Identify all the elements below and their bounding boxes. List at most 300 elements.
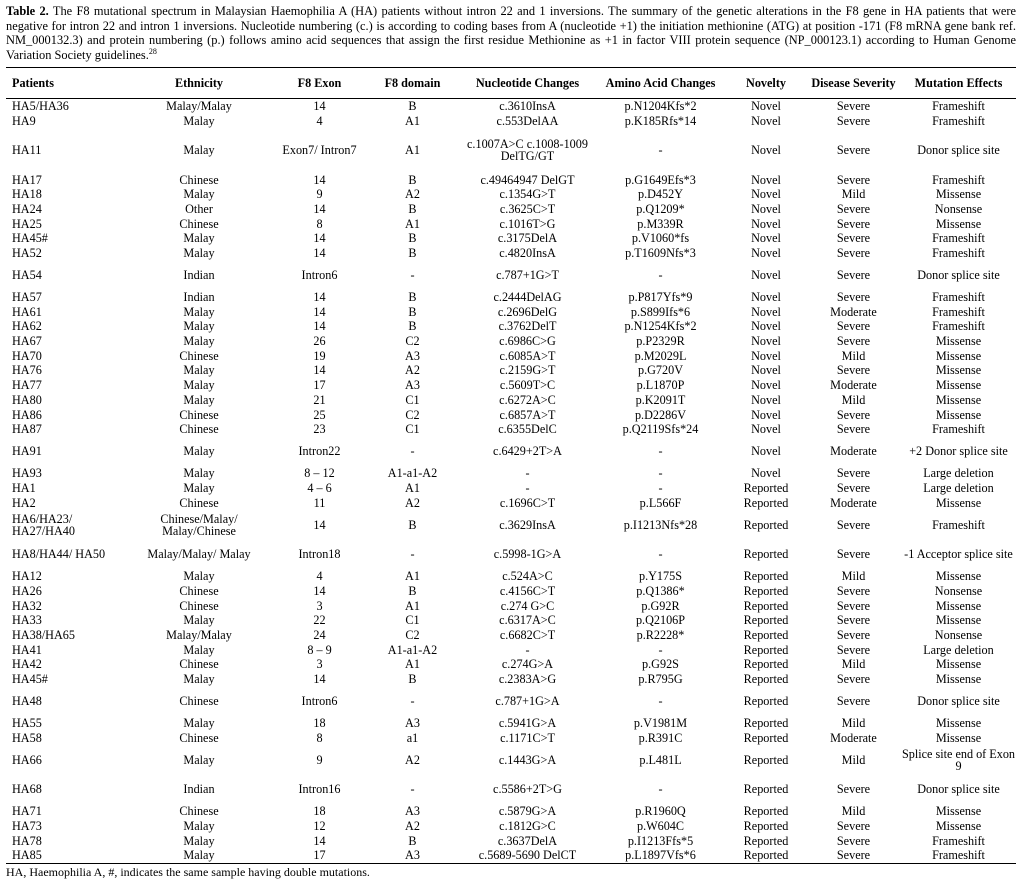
cell-effects: Nonsense <box>934 583 983 598</box>
cell-exon: 12 <box>313 818 326 833</box>
cell-amino-acid: p.R2228* <box>636 627 685 642</box>
cell-ethnicity: Chinese <box>179 407 219 422</box>
cell-ethnicity: Malay <box>183 378 215 393</box>
cell-amino-acid: p.T1609Nfs*3 <box>625 245 696 260</box>
cell-patients: HA61 <box>12 304 42 319</box>
cell-exon: 14 <box>313 583 326 598</box>
table-row <box>6 231 1016 246</box>
cell-domain: A3 <box>405 378 420 393</box>
cell-patients: HA71 <box>12 804 42 819</box>
cell-amino-acid: - <box>658 782 663 797</box>
cell-patients: HA57 <box>12 290 42 305</box>
cell-ethnicity: Malay <box>183 480 215 495</box>
cell-domain: A1 <box>405 113 420 128</box>
cell-amino-acid: - <box>658 143 663 158</box>
cell-exon: 26 <box>313 334 326 349</box>
cell-exon: 14 <box>313 245 326 260</box>
cell-novelty: Novel <box>751 392 781 407</box>
cell-ethnicity: Chinese <box>179 804 219 819</box>
cell-effects: Frameshift <box>932 319 985 334</box>
cell-domain: C1 <box>405 422 420 437</box>
cell-amino-acid: p.N1254Kfs*2 <box>624 319 697 334</box>
cell-ethnicity: Malay <box>183 304 215 319</box>
cell-novelty: Novel <box>751 348 781 363</box>
cell-amino-acid: p.D452Y <box>637 187 684 202</box>
cell-severity: Severe <box>836 693 871 708</box>
cell-severity: Mild <box>841 348 866 363</box>
cell-ethnicity: Malay <box>183 752 215 767</box>
table-row <box>6 833 1016 848</box>
cell-novelty: Reported <box>743 818 789 833</box>
cell-patients: HA24 <box>12 201 42 216</box>
cell-effects: Missense <box>935 730 982 745</box>
cell-patients: HA67 <box>12 334 42 349</box>
cell-patients: HA68 <box>12 782 42 797</box>
cell-effects: Missense <box>935 348 982 363</box>
cell-ethnicity: Chinese <box>179 583 219 598</box>
cell-novelty: Novel <box>751 378 781 393</box>
cell-severity: Severe <box>836 363 871 378</box>
cell-effects: Missense <box>935 818 982 833</box>
cell-novelty: Reported <box>743 693 789 708</box>
cell-effects: Missense <box>935 671 982 686</box>
cell-severity: Mild <box>841 804 866 819</box>
cell-exon: 4 – 6 <box>307 480 332 495</box>
cell-severity: Mild <box>841 392 866 407</box>
header-patients: Patients <box>6 68 124 99</box>
cell-ethnicity: Malay <box>183 833 215 848</box>
cell-exon: 14 <box>313 363 326 378</box>
header-amino-acid: Amino Acid Changes <box>595 68 726 99</box>
cell-severity: Mild <box>841 569 866 584</box>
cell-exon: 4 <box>316 569 323 584</box>
cell-domain: B <box>408 304 417 319</box>
cell-domain: B <box>408 583 417 598</box>
cell-severity: Mild <box>841 716 866 731</box>
cell-novelty: Reported <box>743 569 789 584</box>
cell-ethnicity: Malay <box>183 392 215 407</box>
cell-effects: Missense <box>935 804 982 819</box>
table-row <box>6 246 1016 261</box>
cell-severity: Severe <box>836 172 871 187</box>
cell-nucleotide: c.1016T>G <box>499 216 556 231</box>
cell-exon: 14 <box>313 172 326 187</box>
cell-ethnicity: Malay <box>183 818 215 833</box>
cell-domain: A3 <box>405 804 420 819</box>
cell-patients: HA87 <box>12 422 42 437</box>
cell-nucleotide: c.6682C>T <box>499 627 556 642</box>
cell-severity: Severe <box>836 517 871 532</box>
cell-domain: A2 <box>405 187 420 202</box>
cell-nucleotide: - <box>525 480 530 495</box>
cell-severity: Severe <box>836 99 871 114</box>
table-row <box>6 540 1016 569</box>
cell-severity: Severe <box>836 267 871 282</box>
cell-domain: A1-a1-A2 <box>387 642 438 657</box>
cell-exon: Exon7/ Intron7 <box>282 143 357 158</box>
cell-nucleotide: c.6355DelC <box>498 422 557 437</box>
cell-patients: HA54 <box>12 267 42 282</box>
cell-novelty: Novel <box>751 422 781 437</box>
cell-patients: HA32 <box>12 598 42 613</box>
cell-effects: Missense <box>935 378 982 393</box>
cell-patients: HA6/HA23/ HA27/HA40 <box>12 511 75 538</box>
cell-severity: Mild <box>841 657 866 672</box>
cell-domain: C2 <box>405 627 420 642</box>
cell-patients: HA25 <box>12 216 42 231</box>
table-row <box>6 187 1016 202</box>
cell-domain: - <box>410 547 415 562</box>
cell-severity: Moderate <box>830 378 877 393</box>
cell-patients: HA45# <box>12 231 48 246</box>
cell-nucleotide: c.5689-5690 DelCT <box>460 848 595 863</box>
cell-patients: HA2 <box>12 495 36 510</box>
table-caption <box>6 4 1016 64</box>
table-row <box>6 569 1016 584</box>
cell-domain: C1 <box>405 613 420 628</box>
cell-ethnicity: Chinese <box>179 598 219 613</box>
cell-effects: Missense <box>935 216 982 231</box>
cell-ethnicity: Indian <box>183 782 215 797</box>
cell-novelty: Reported <box>743 613 789 628</box>
cell-domain: C2 <box>405 407 420 422</box>
cell-novelty: Novel <box>751 245 781 260</box>
cell-novelty: Novel <box>751 143 781 158</box>
cell-exon: 11 <box>313 495 326 510</box>
cell-domain: B <box>408 517 417 532</box>
cell-patients: HA33 <box>12 613 42 628</box>
cell-ethnicity: Malay <box>183 113 215 128</box>
table-row <box>6 334 1016 349</box>
table-row <box>6 349 1016 364</box>
cell-nucleotide: c.5941G>A <box>498 716 557 731</box>
cell-domain: B <box>408 99 417 114</box>
table-row <box>6 172 1016 187</box>
cell-severity: Moderate <box>830 444 877 459</box>
cell-patients: HA12 <box>12 569 42 584</box>
cell-nucleotide: c.6085A>T <box>499 348 556 363</box>
cell-nucleotide: c.524A>C <box>502 569 553 584</box>
cell-effects: Missense <box>935 407 982 422</box>
cell-nucleotide: c.3625C>T <box>499 201 556 216</box>
cell-severity: Moderate <box>830 495 877 510</box>
cell-severity: Moderate <box>830 304 877 319</box>
table-row <box>6 510 1016 539</box>
cell-severity: Severe <box>836 782 871 797</box>
cell-effects: Frameshift <box>932 172 985 187</box>
cell-effects: Large deletion <box>923 480 994 495</box>
cell-nucleotide: c.787+1G>A <box>495 693 560 708</box>
cell-amino-acid: p.L566F <box>639 495 682 510</box>
cell-domain: A3 <box>405 348 420 363</box>
cell-nucleotide: - <box>525 642 530 657</box>
cell-novelty: Reported <box>726 848 806 863</box>
cell-nucleotide: c.1354G>T <box>499 187 556 202</box>
cell-exon: 8 – 12 <box>304 466 335 481</box>
cell-patients: HA26 <box>12 583 42 598</box>
cell-amino-acid: - <box>658 466 663 481</box>
cell-domain: C1 <box>405 392 420 407</box>
cell-severity: Severe <box>836 818 871 833</box>
cell-effects: Missense <box>935 613 982 628</box>
cell-effects: Donor splice site <box>917 267 1000 282</box>
cell-severity: Severe <box>836 143 871 158</box>
cell-exon: 14 <box>313 517 326 532</box>
cell-effects: Missense <box>935 392 982 407</box>
cell-ethnicity: Malay <box>183 334 215 349</box>
cell-novelty: Reported <box>743 730 789 745</box>
cell-nucleotide: c.274 G>C <box>500 598 555 613</box>
cell-severity: Severe <box>836 216 871 231</box>
cell-effects: Frameshift <box>932 231 985 246</box>
table-row <box>6 731 1016 746</box>
table-row <box>6 819 1016 834</box>
cell-amino-acid: p.Q1209* <box>636 201 685 216</box>
cell-amino-acid: p.K2091T <box>635 392 686 407</box>
cell-effects: Donor splice site <box>917 782 1000 797</box>
cell-nucleotide: c.1171C>T <box>500 730 555 745</box>
cell-exon: Intron18 <box>298 547 341 562</box>
table-row <box>6 99 1016 114</box>
cell-novelty: Novel <box>751 290 781 305</box>
cell-nucleotide: c.5609T>C <box>499 378 556 393</box>
cell-ethnicity: Malay <box>183 143 215 158</box>
cell-amino-acid: - <box>658 267 663 282</box>
cell-novelty: Reported <box>743 657 789 672</box>
cell-exon: 3 <box>316 657 323 672</box>
cell-nucleotide: c.2383A>G <box>498 671 557 686</box>
cell-effects: Missense <box>935 187 982 202</box>
cell-domain: A2 <box>405 495 420 510</box>
table-footnote: HA, Haemophilia A, #, indicates the same sample having double mutations. <box>6 864 370 879</box>
table-row <box>6 216 1016 231</box>
cell-severity: Mild <box>841 752 866 767</box>
cell-novelty: Novel <box>751 319 781 334</box>
cell-patients: HA66 <box>12 752 42 767</box>
cell-domain: A1 <box>405 569 420 584</box>
cell-severity: Severe <box>836 422 871 437</box>
header-effects: Mutation Effects <box>901 68 1016 99</box>
cell-severity: Severe <box>836 245 871 260</box>
cell-amino-acid: p.Q2119Sfs*24 <box>622 422 699 437</box>
cell-nucleotide: c.5998-1G>A <box>493 547 562 562</box>
cell-domain: A1-a1-A2 <box>387 466 438 481</box>
cell-exon: 14 <box>313 833 326 848</box>
cell-ethnicity: Malay/Malay <box>166 99 232 114</box>
cell-novelty: Reported <box>743 480 789 495</box>
cell-severity: Severe <box>836 290 871 305</box>
cell-amino-acid: p.G720V <box>637 363 684 378</box>
cell-ethnicity: Malay/Malay/ Malay <box>147 547 251 562</box>
cell-exon: 4 <box>316 113 323 128</box>
cell-severity: Severe <box>836 547 871 562</box>
cell-exon: Intron6 <box>301 693 338 708</box>
cell-effects: Nonsense <box>934 201 983 216</box>
cell-effects: -1 Acceptor splice site <box>904 547 1013 562</box>
cell-patients: HA70 <box>12 348 42 363</box>
cell-exon: 14 <box>313 99 326 114</box>
cell-amino-acid: p.M339R <box>637 216 684 231</box>
cell-amino-acid: p.L1870P <box>636 378 685 393</box>
cell-exon: 3 <box>316 598 323 613</box>
cell-effects: Frameshift <box>901 848 1016 863</box>
cell-patients: HA85 <box>6 848 124 863</box>
cell-severity: Severe <box>836 480 871 495</box>
cell-ethnicity: Malay <box>183 716 215 731</box>
cell-severity: Severe <box>836 231 871 246</box>
table-row <box>6 584 1016 599</box>
cell-patients: HA1 <box>12 480 36 495</box>
caption-label: Table 2. <box>6 4 49 18</box>
cell-ethnicity: Indian <box>183 290 215 305</box>
cell-novelty: Novel <box>751 99 781 114</box>
cell-domain: B <box>408 290 417 305</box>
cell-domain: B <box>408 833 417 848</box>
table-row <box>6 687 1016 716</box>
cell-novelty: Reported <box>743 627 789 642</box>
cell-amino-acid: p.L481L <box>639 752 682 767</box>
caption-text: The F8 mutational spectrum in Malaysian Haemophilia A (HA) patients without intron 22 and 1 inversions. The summary of the genetic alterations in the F8 gene in HA patients that were negative for intron 22 and intron 1 inversions. Nucleotide numbering (c.) is according to coding bases from A (nucleotide +1) the initiation methionine (ATG) at position -171 (F8 mRNA gene bank ref. NM_000132.3) and protein numbering (p.) follows amino acid sequences that assign the first residue Methionine as +1 in factor VIII protein sequence (NP_000123.1) according to Human Genome Variation Society guidelines. <box>6 4 1016 62</box>
cell-novelty: Reported <box>743 804 789 819</box>
table-row <box>6 114 1016 129</box>
cell-amino-acid: p.Q1386* <box>636 583 685 598</box>
cell-domain: B <box>408 671 417 686</box>
cell-exon: 14 <box>313 201 326 216</box>
table-row <box>6 672 1016 687</box>
cell-effects: Frameshift <box>932 833 985 848</box>
cell-patients: HA91 <box>12 444 42 459</box>
cell-nucleotide: c.2696DelG <box>497 304 558 319</box>
cell-novelty: Novel <box>751 304 781 319</box>
table-row <box>6 642 1016 657</box>
cell-domain: A1 <box>405 143 420 158</box>
cell-ethnicity: Malay <box>183 642 215 657</box>
cell-amino-acid: p.Y175S <box>638 569 682 584</box>
cell-patients: HA11 <box>12 143 42 158</box>
cell-patients: HA17 <box>12 172 42 187</box>
cell-ethnicity: Chinese <box>179 422 219 437</box>
cell-amino-acid: p.I1213Nfs*28 <box>623 517 698 532</box>
cell-severity: Severe <box>836 598 871 613</box>
cell-exon: 9 <box>316 752 323 767</box>
cell-effects: Splice site end of Exon 9 <box>901 746 1016 773</box>
cell-amino-acid: - <box>658 547 663 562</box>
cell-nucleotide: c.1812G>C <box>499 818 556 833</box>
cell-ethnicity: Malay <box>183 613 215 628</box>
cell-amino-acid: p.W604C <box>636 818 685 833</box>
cell-severity: Severe <box>806 848 901 863</box>
table-row <box>6 437 1016 466</box>
cell-domain: - <box>410 693 415 708</box>
cell-novelty: Novel <box>751 334 781 349</box>
cell-nucleotide: c.3637DelA <box>497 833 558 848</box>
cell-patients: HA8/HA44/ HA50 <box>12 547 106 562</box>
cell-novelty: Novel <box>751 407 781 422</box>
cell-ethnicity: Malay <box>183 671 215 686</box>
cell-patients: HA73 <box>12 818 42 833</box>
cell-ethnicity: Chinese <box>179 348 219 363</box>
cell-ethnicity: Chinese <box>179 172 219 187</box>
cell-novelty: Reported <box>743 583 789 598</box>
cell-ethnicity: Malay <box>183 363 215 378</box>
cell-ethnicity: Malay/Malay <box>166 627 232 642</box>
caption-reference: 28 <box>148 46 157 56</box>
cell-effects: Donor splice site <box>917 143 1000 158</box>
table-row <box>6 128 1016 172</box>
cell-novelty: Novel <box>751 113 781 128</box>
table-row <box>6 598 1016 613</box>
cell-exon: 17 <box>313 378 326 393</box>
cell-amino-acid: p.M2029L <box>634 348 687 363</box>
cell-amino-acid: p.I1213Ffs*5 <box>627 833 694 848</box>
cell-exon: 14 <box>313 231 326 246</box>
cell-ethnicity: Chinese <box>179 495 219 510</box>
cell-domain: A1 <box>405 598 420 613</box>
cell-amino-acid: - <box>658 480 663 495</box>
cell-severity: Severe <box>836 627 871 642</box>
header-novelty: Novelty <box>726 68 806 99</box>
cell-effects: Frameshift <box>932 245 985 260</box>
cell-effects: Missense <box>935 657 982 672</box>
cell-amino-acid: p.P817Yfs*9 <box>628 290 693 305</box>
table-row <box>6 319 1016 334</box>
cell-severity: Severe <box>836 613 871 628</box>
table-row <box>6 628 1016 643</box>
cell-domain: a1 <box>406 730 419 745</box>
cell-exon: 24 <box>313 627 326 642</box>
cell-ethnicity: Malay <box>183 245 215 260</box>
table-row <box>6 393 1016 408</box>
cell-amino-acid: p.V1060*fs <box>631 231 690 246</box>
cell-novelty: Novel <box>751 201 781 216</box>
cell-exon: 8 – 9 <box>307 642 332 657</box>
cell-nucleotide: - <box>525 466 530 481</box>
cell-patients: HA52 <box>12 245 42 260</box>
cell-domain: A3 <box>405 716 420 731</box>
table-row <box>6 775 1016 804</box>
cell-exon: Intron16 <box>298 782 341 797</box>
cell-severity: Severe <box>836 113 871 128</box>
table-figure <box>6 0 1016 879</box>
cell-nucleotide: c.5586+2T>G <box>493 782 562 797</box>
cell-amino-acid: p.R391C <box>638 730 683 745</box>
table-row <box>6 804 1016 819</box>
cell-amino-acid: - <box>658 444 663 459</box>
cell-exon: 18 <box>313 804 326 819</box>
cell-patients: HA48 <box>12 693 42 708</box>
cell-exon: 19 <box>313 348 326 363</box>
cell-ethnicity: Malay <box>183 569 215 584</box>
cell-exon: 14 <box>313 304 326 319</box>
cell-novelty: Novel <box>751 231 781 246</box>
cell-domain: B <box>408 172 417 187</box>
cell-effects: Frameshift <box>932 422 985 437</box>
cell-patients: HA9 <box>12 113 36 128</box>
cell-patients: HA58 <box>12 730 42 745</box>
cell-domain: A2 <box>405 363 420 378</box>
cell-severity: Mild <box>841 187 866 202</box>
cell-novelty: Reported <box>743 495 789 510</box>
cell-domain: A1 <box>405 216 420 231</box>
table-row <box>6 202 1016 217</box>
cell-exon: Intron22 <box>298 444 341 459</box>
cell-nucleotide: c.3762DelT <box>498 319 557 334</box>
cell-nucleotide: c.3629InsA <box>499 517 556 532</box>
cell-novelty: Novel <box>751 466 781 481</box>
cell-novelty: Reported <box>743 517 789 532</box>
table-row <box>6 745 1016 774</box>
table-row <box>6 378 1016 393</box>
